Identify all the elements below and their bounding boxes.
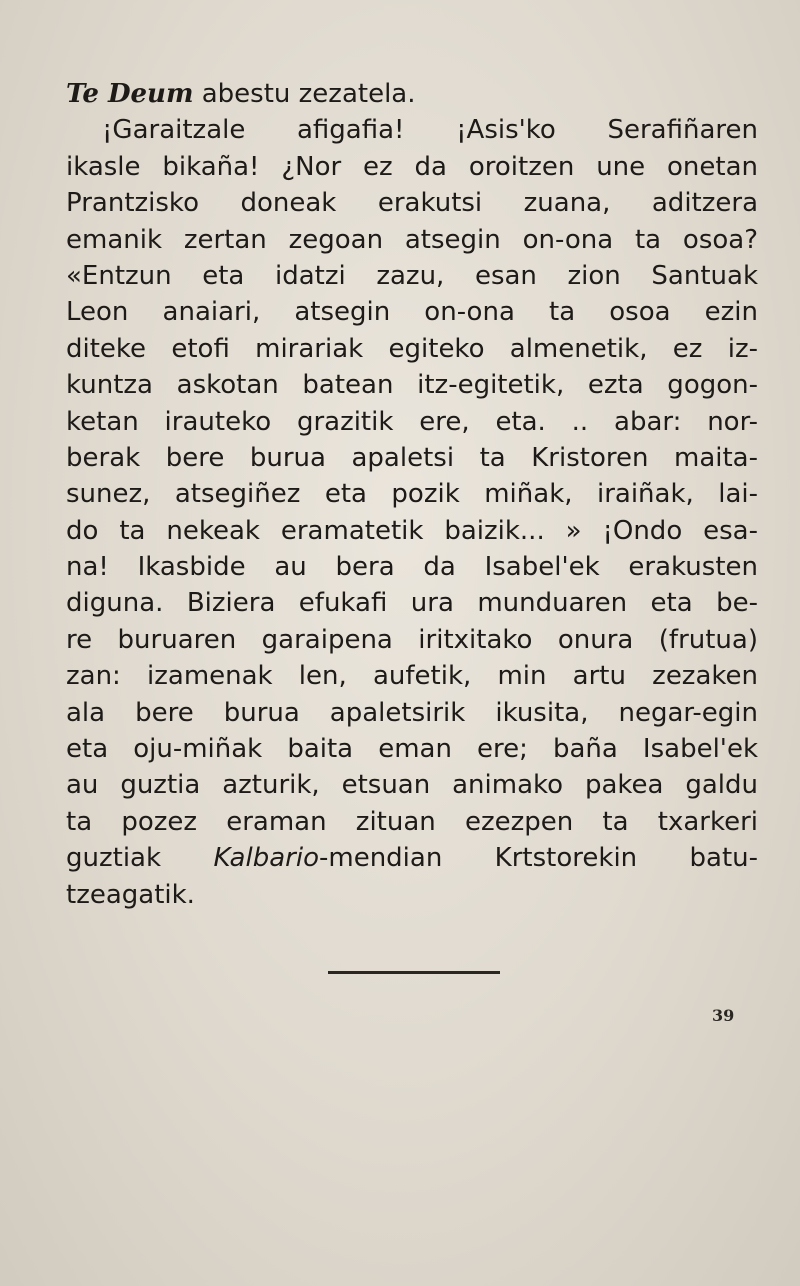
text-line-21: ta pozez eraman zituan ezezpen ta txarkeri xyxy=(66,806,758,837)
text-line-6: «Entzun eta idatzi zazu, esan zion Santuak xyxy=(66,260,758,291)
kalbario-italic: Kalbario xyxy=(213,843,319,874)
text-line-1 xyxy=(66,76,758,112)
text-line-22-start: guztiak xyxy=(66,843,162,874)
text-line-22 xyxy=(66,840,758,876)
text-line-16: re buruaren garaipena iritxitako onura (frutua) xyxy=(66,624,758,655)
text-line-17: zan: izamenak len, aufetik, min artu zezaken xyxy=(66,661,758,692)
text-line-12: sunez, atsegiñez eta pozik miñak, iraiñak, lai- xyxy=(66,479,758,510)
text-line-9: kuntza askotan batean itz-egitetik, ezta gogon- xyxy=(66,370,758,401)
text-line-19: eta oju-miñak baita eman ere; baña Isabel'ek xyxy=(66,734,758,765)
text-line-1-rest: abestu zezatela. xyxy=(201,79,416,109)
text-line-15: diguna. Biziera efukafi ura munduaren eta be- xyxy=(66,588,758,619)
page-number: 39 xyxy=(712,1006,735,1025)
text-line-8: diteke etofi mirariak egiteko almenetik, ez iz- xyxy=(66,333,758,364)
text-line-22-rest: -mendian Krtstorekin batu- xyxy=(318,843,759,874)
text-line-7: Leon anaiari, atsegin on-ona ta osoa ezin xyxy=(66,297,758,328)
text-line-18: ala bere burua apaletsirik ikusita, negar-egin xyxy=(66,697,758,728)
section-separator-rule xyxy=(328,971,500,974)
text-line-13: do ta nekeak eramatetik baizik... » ¡Ondo esa- xyxy=(66,515,758,546)
text-line-5: emanik zertan zegoan atsegin on-ona ta osoa? xyxy=(66,224,758,255)
text-line-4: Prantzisko doneak erakutsi zuana, aditzera xyxy=(66,188,758,219)
body-text xyxy=(66,76,758,913)
te-deum-italic: Te Deum xyxy=(66,79,194,109)
text-line-14: na! Ikasbide au bera da Isabel'ek erakusten xyxy=(66,552,758,583)
text-line-10: ketan irauteko grazitik ere, eta. .. abar: nor- xyxy=(66,406,758,437)
text-line-3: ikasle bikaña! ¿Nor ez da oroitzen une onetan xyxy=(66,151,758,182)
text-line-11: berak bere burua apaletsi ta Kristoren maita- xyxy=(66,442,758,473)
text-line-2: ¡Garaitzale afigafia! ¡Asis'ko Serafiñaren xyxy=(102,115,758,146)
text-line-23: tzeagatik. xyxy=(66,879,195,910)
text-line-20: au guztia azturik, etsuan animako pakea galdu xyxy=(66,770,758,801)
